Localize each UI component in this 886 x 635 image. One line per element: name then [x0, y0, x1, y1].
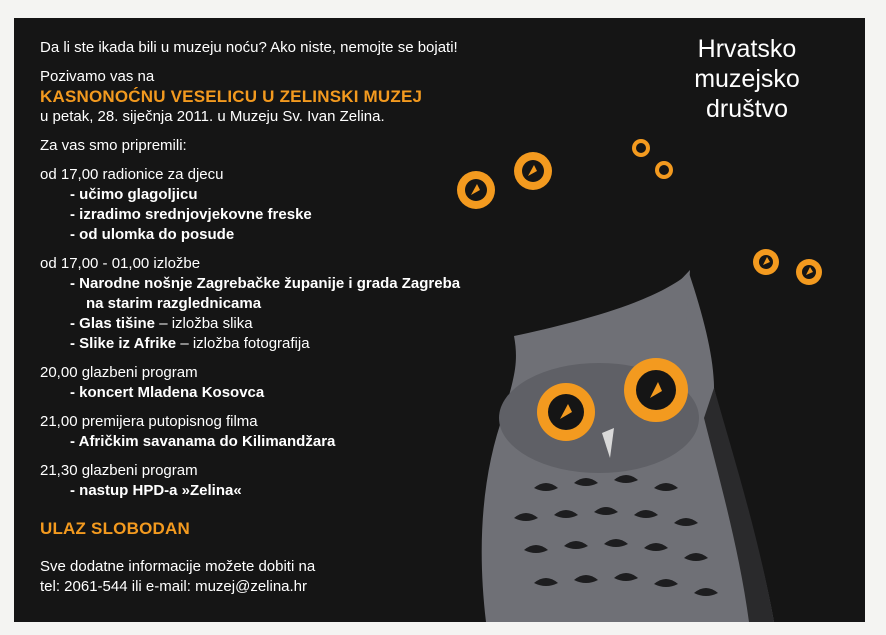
list-item: - Afričkim savanama do Kilimandžara — [70, 433, 336, 450]
list-item — [40, 334, 600, 354]
exhibitions-heading: od 17,00 - 01,00 izložbe — [40, 255, 201, 272]
contact-line: tel: 2061-544 ili e-mail: muzej@zelina.hr — [40, 578, 308, 595]
music2-heading: 21,30 glazbeni program — [40, 462, 198, 479]
org-line: Hrvatsko — [697, 35, 797, 63]
list-item: - izradimo srednjovjekovne freske — [70, 206, 312, 223]
list-item-continuation: na starim razglednicama — [86, 295, 262, 312]
exhibition-title: - Glas tišine — [70, 315, 156, 332]
list-item: - Narodne nošnje Zagrebačke županije i grada Zagreba — [70, 275, 461, 292]
exhibition-type: – izložba fotografija — [176, 335, 310, 352]
intro-question: Da li ste ikada bili u muzeju noću? Ako niste, nemojte se bojati! — [40, 39, 458, 56]
contact-line: Sve dodatne informacije možete dobiti na — [40, 558, 316, 575]
list-item: - nastup HPD-a »Zelina« — [70, 482, 242, 499]
list-item: - koncert Mladena Kosovca — [70, 384, 265, 401]
list-item: - od ulomka do posude — [70, 226, 235, 243]
list-item: - učimo glagoljicu — [70, 186, 198, 203]
invitation-text — [40, 38, 600, 597]
program-intro: Za vas smo pripremili: — [40, 137, 187, 154]
event-date-place: u petak, 28. siječnja 2011. u Muzeju Sv. Ivan Zelina. — [40, 108, 385, 125]
owl-eye-right — [624, 358, 688, 422]
list-item — [40, 314, 600, 334]
event-title: KASNONOĆNU VESELICU U ZELINSKI MUZEJ — [40, 87, 423, 106]
exhibition-type: – izložba slika — [155, 315, 253, 332]
poster — [14, 18, 865, 622]
intro-invite: Pozivamo vas na — [40, 68, 155, 85]
org-line: društvo — [706, 95, 788, 123]
org-line: muzejsko — [694, 65, 800, 93]
organization-name — [657, 34, 837, 124]
glowing-eyes-icon — [632, 139, 673, 179]
admission-notice: ULAZ SLOBODAN — [40, 519, 190, 538]
exhibition-title: - Slike iz Afrike — [70, 335, 177, 352]
music-heading: 20,00 glazbeni program — [40, 364, 198, 381]
film-heading: 21,00 premijera putopisnog filma — [40, 413, 258, 430]
glowing-eyes-icon — [753, 249, 822, 285]
workshops-heading: od 17,00 radionice za djecu — [40, 166, 224, 183]
